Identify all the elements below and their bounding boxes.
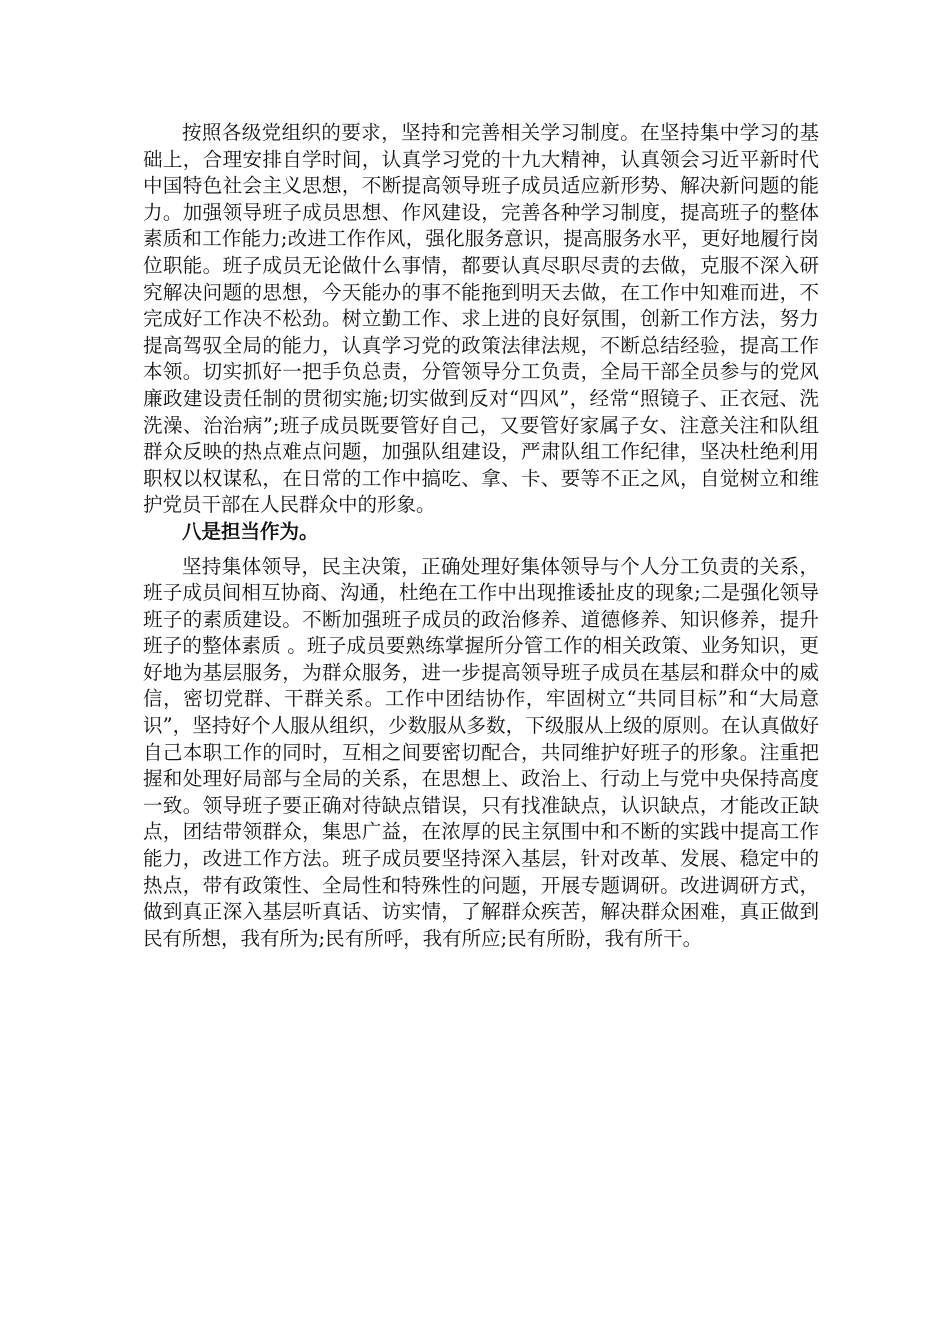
- document-body: [143, 120, 819, 952]
- section-heading-eight: 八是担当作为。: [182, 519, 319, 543]
- paragraph-study-system: 按照各级党组织的要求，坚持和完善相关学习制度。在坚持集中学习的基础上，合理安排自学时间，认真学习党的十九大精神，认真领会习近平新时代中国特色社会主义思想，不断提高领导班子成员适应新形势、解决新问题的能力。加强领导班子成员思想、作风建设，完善各种学习制度，提高班子的整体素质和工作能力;改进工作作风，强化服务意识，提高服务水平，更好地履行岗位职能。班子成员无论做什么事情，都要认真尽职尽责的去做，克服不深入研究解决问题的思想，今天能办的事不能拖到明天去做，在工作中知难而进，不完成好工作决不松劲。树立勤工作、求上进的良好氛围，创新工作方法，努力提高驾驭全局的能力，认真学习党的政策法律法规，不断总结经验，提高工作本领。切实抓好一把手负总责，分管领导分工负责，全局干部全员参与的党风廉政建设责任制的贯彻实施;切实做到反对“四风”，经常“照镜子、正衣冠、洗洗澡、治治病”;班子成员既要管好自己，又要管好家属子女、注意关注和队组群众反映的热点难点问题，加强队组建设，严肃队组工作纪律，坚决杜绝利用职权以权谋私，在日常的工作中搞吃、拿、卡、要等不正之风，自觉树立和维护党员干部在人民群众中的形象。: [143, 121, 819, 517]
- paragraph-collective-leadership: 坚持集体领导，民主决策，正确处理好集体领导与个人分工负责的关系，班子成员间相互协商、沟通，杜绝在工作中出现推诿扯皮的现象;二是强化领导班子的素质建设。不断加强班子成员的政治修养、道德修养、知识修养，提升班子的整体素质 。班子成员要熟练掌握所分管工作的相关政策、业务知识，更好地为基层服务，为群众服务，进一步提高领导班子成员在基层和群众中的威信，密切党群、干群关系。工作中团结协作，牢固树立“共同目标”和“大局意识”，坚持好个人服从组织，少数服从多数，下级服从上级的原则。在认真做好自己本职工作的同时，互相之间要密切配合，共同维护好班子的形象。注重把握和处理好局部与全局的关系，在思想上、政治上、行动上与党中央保持高度一致。领导班子要正确对待缺点错误，只有找准缺点，认识缺点，才能改正缺点，团结带领群众，集思广益，在浓厚的民主氛围中和不断的实践中提高工作能力，改进工作方法。班子成员要坚持深入基层，针对改革、发展、稳定中的热点，带有政策性、全局性和特殊性的问题，开展专题调研。改进调研方式，做到真正深入基层听真话、访实情，了解群众疾苦，解决群众困难，真正做到民有所想，我有所为;民有所呼，我有所应;民有所盼，我有所干。: [143, 554, 819, 950]
